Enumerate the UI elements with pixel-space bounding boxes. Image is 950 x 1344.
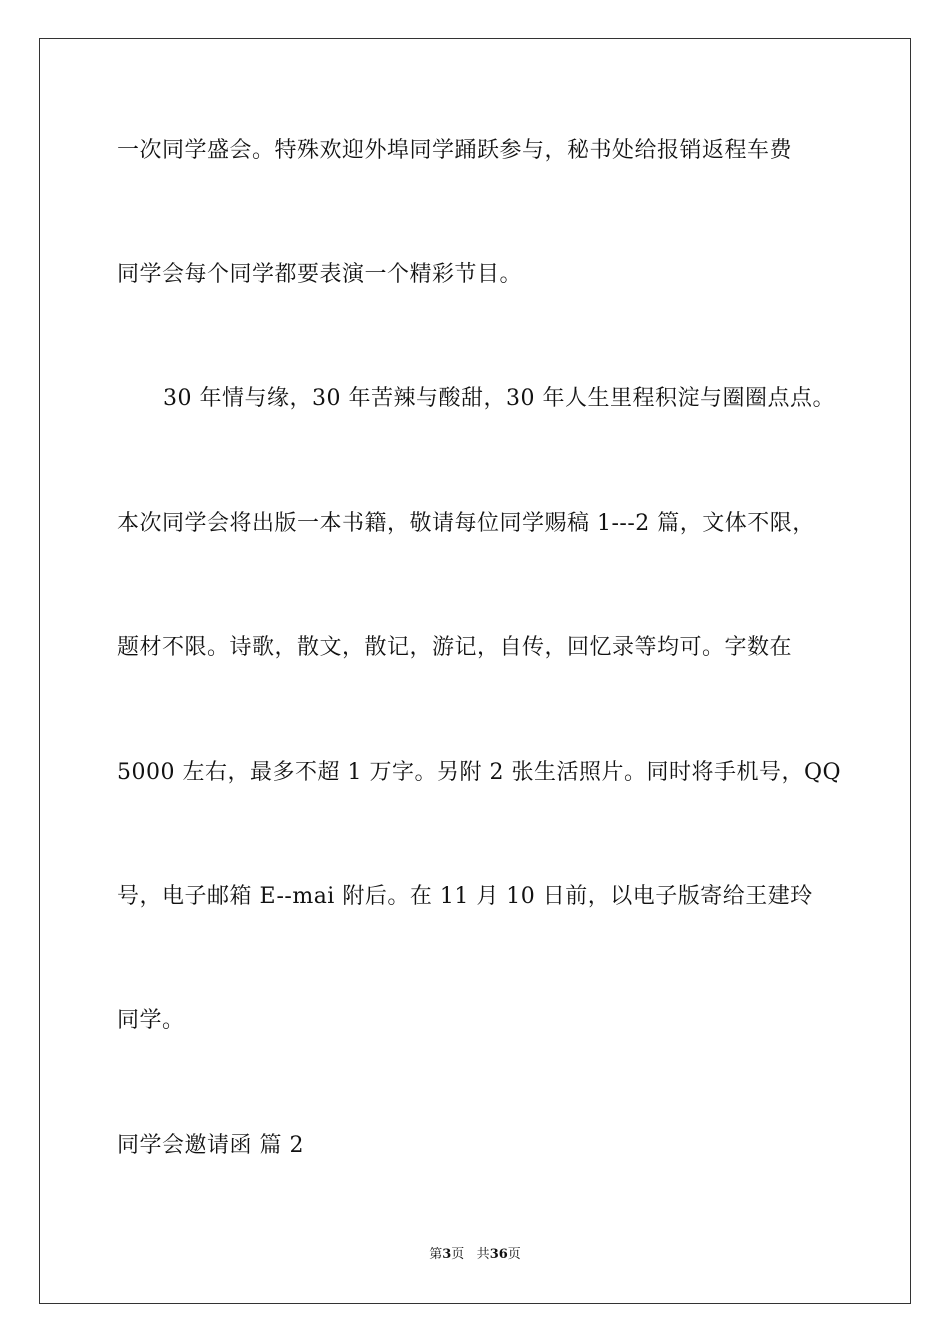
total-prefix: 共 — [476, 1247, 490, 1262]
body-text-line: 同学会每个同学都要表演一个精彩节目。 — [117, 262, 523, 287]
body-text-line: 本次同学会将出版一本书籍，敬请每位同学赐稿 1---2 篇，文体不限， — [117, 511, 815, 536]
body-text-line: 号，电子邮箱 E--mai 附后。在 11 月 10 日前，以电子版寄给王建玲 — [117, 884, 813, 909]
total-pages: 36 — [489, 1247, 508, 1262]
page-prefix: 第 — [429, 1247, 443, 1262]
section-heading: 同学会邀请函 篇 2 — [117, 1133, 304, 1158]
page-suffix: 页 — [451, 1247, 465, 1262]
body-text-line: 5000 左右，最多不超 1 万字。另附 2 张生活照片。同时将手机号，QQ — [117, 760, 842, 785]
body-text-line: 30 年情与缘，30 年苦辣与酸甜，30 年人生里程积淀与圈圈点点。 — [163, 386, 835, 411]
page-footer — [0, 1246, 950, 1264]
page-number: 3 — [442, 1247, 452, 1262]
body-text-line: 同学。 — [117, 1008, 185, 1033]
page-border — [39, 38, 911, 1304]
body-text-line: 题材不限。诗歌，散文，散记，游记，自传，回忆录等均可。字数在 — [117, 635, 793, 660]
body-text-line: 一次同学盛会。特殊欢迎外埠同学踊跃参与，秘书处给报销返程车费 — [117, 138, 793, 163]
total-suffix: 页 — [507, 1247, 521, 1262]
